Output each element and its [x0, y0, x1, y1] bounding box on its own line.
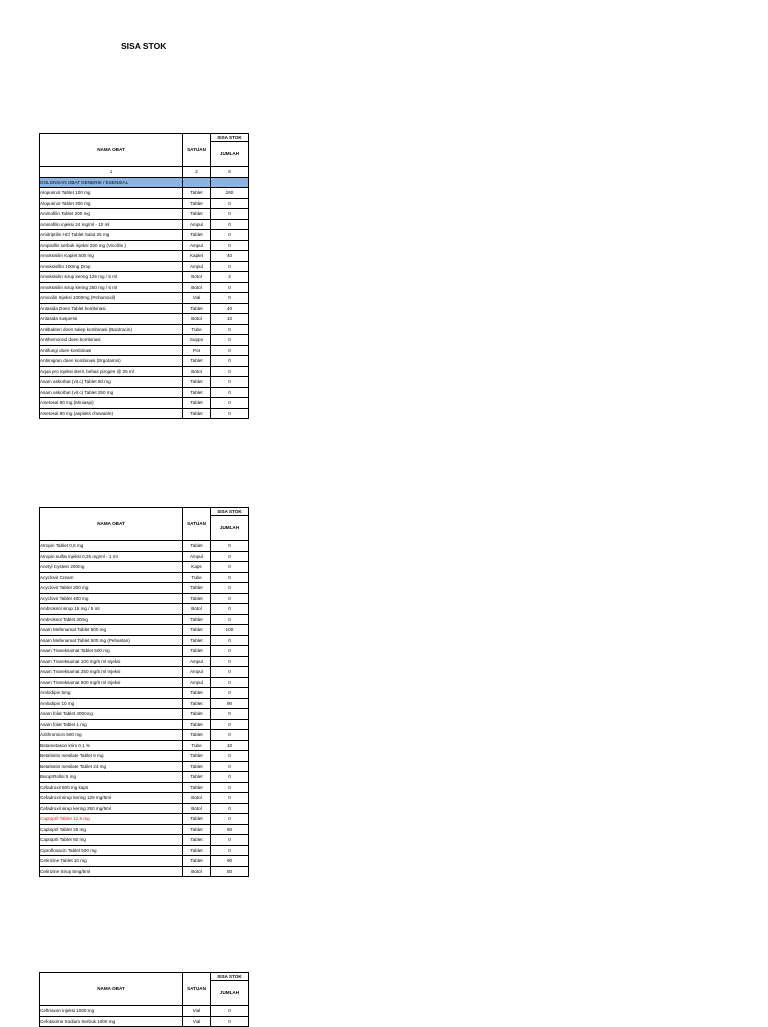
drug-name-cell: Antibakteri doen salep kombinasi (Bacitracin) [40, 324, 183, 335]
table-row [40, 303, 249, 314]
drug-name-cell: Amitriptilin HCl Tablet Salut 25 mg [40, 230, 183, 241]
table-row [40, 698, 249, 709]
quantity-cell: 0 [211, 209, 249, 220]
table-row [40, 261, 249, 272]
table-row [40, 366, 249, 377]
drug-name-cell: Aminofilin injeksi 24 mg/ml - 10 ml [40, 219, 183, 230]
group-label: GOLONGAN OBAT GENERIK / ESENSIAL [40, 177, 183, 188]
table-row [40, 604, 249, 615]
quantity-cell: 4 [211, 272, 249, 283]
quantity-cell: 0 [211, 356, 249, 367]
unit-cell: Tablet [183, 719, 211, 730]
drug-name-cell: Alopurinol Tablet 100 mg [40, 188, 183, 199]
drug-name-cell: ASetosal 80 mg (aspilets chewable) [40, 408, 183, 419]
unit-cell: Tablet [183, 541, 211, 552]
table-row [40, 551, 249, 562]
quantity-cell: 40 [211, 251, 249, 262]
quantity-cell: 0 [211, 709, 249, 720]
unit-cell: Suppo [183, 335, 211, 346]
unit-cell: Tablet [183, 303, 211, 314]
unit-cell: Pot [183, 345, 211, 356]
unit-cell: Kaplet [183, 251, 211, 262]
table-row [40, 356, 249, 367]
table-row [40, 803, 249, 814]
table-row [40, 1016, 249, 1027]
quantity-cell: 0 [211, 240, 249, 251]
quantity-cell: 0 [211, 293, 249, 304]
unit-cell: Vial [183, 293, 211, 304]
quantity-cell: 0 [211, 719, 249, 730]
table-row [40, 293, 249, 304]
drug-name-cell: Betahistin mesilate Tablet 6 mg [40, 751, 183, 762]
unit-cell: Tablet [183, 782, 211, 793]
unit-cell: Tablet [183, 845, 211, 856]
group-cell [211, 177, 249, 188]
quantity-cell: 0 [211, 761, 249, 772]
unit-cell: Ampul [183, 656, 211, 667]
quantity-cell: 0 [211, 219, 249, 230]
header-sisa-stok: SISA STOK [211, 508, 249, 516]
quantity-cell: 0 [211, 398, 249, 409]
unit-cell: Tablet [183, 625, 211, 636]
drug-name-cell: Antasida suspensi [40, 314, 183, 325]
unit-cell: Ampul [183, 240, 211, 251]
table-row [40, 188, 249, 199]
page-title: SISA STOK [121, 41, 167, 51]
table-row [40, 282, 249, 293]
drug-name-cell: Atropin Tablet 0,5 mg [40, 541, 183, 552]
drug-name-cell: Cefadroxil sirup kering 250 mg/5ml [40, 803, 183, 814]
header-satuan: SATUAN [183, 508, 211, 541]
table-row [40, 719, 249, 730]
drug-name-cell: Cetirizine Tablet 10 mg [40, 856, 183, 867]
drug-name-cell: Amoksisilin Kaplet 500 mg [40, 251, 183, 262]
drug-name-cell: Cetirizine Sirup 5mg/5ml [40, 866, 183, 877]
quantity-cell: 260 [211, 188, 249, 199]
table-row [40, 761, 249, 772]
unit-cell: Tablet [183, 593, 211, 604]
drug-name-cell: Amoksisilin sirup kering 125 mg / 5 ml [40, 272, 183, 283]
stock-table-3 [39, 972, 249, 1027]
drug-name-cell: Amlodipin 10 mg [40, 698, 183, 709]
table-row [40, 614, 249, 625]
table-row [40, 198, 249, 209]
quantity-cell: 0 [211, 688, 249, 699]
quantity-cell: 0 [211, 604, 249, 615]
table-row [40, 730, 249, 741]
table-row [40, 646, 249, 657]
drug-name-cell: Captopril Tablet 12,5 mg [40, 814, 183, 825]
stock-table-2 [39, 507, 249, 877]
unit-cell: Ampul [183, 667, 211, 678]
quantity-cell: 0 [211, 772, 249, 783]
table-row [40, 251, 249, 262]
quantity-cell: 0 [211, 782, 249, 793]
drug-name-cell: Acyclovir Tablet 400 mg [40, 593, 183, 604]
table-row [40, 583, 249, 594]
group-row [40, 177, 249, 188]
table-row [40, 230, 249, 241]
quantity-cell: 0 [211, 814, 249, 825]
table-row [40, 751, 249, 762]
unit-cell: Tablet [183, 398, 211, 409]
drug-name-cell: Asam Traneksamat 250 mg/5 ml Injeksi [40, 667, 183, 678]
column-number: 2 [183, 167, 211, 178]
quantity-cell: 90 [211, 698, 249, 709]
quantity-cell: 50 [211, 866, 249, 877]
drug-name-cell: Captopril Tablet 50 mg [40, 835, 183, 846]
unit-cell: Tablet [183, 209, 211, 220]
quantity-cell: 0 [211, 541, 249, 552]
quantity-cell: 80 [211, 824, 249, 835]
table-row [40, 324, 249, 335]
unit-cell: Tube [183, 324, 211, 335]
table-row [40, 387, 249, 398]
header-jumlah: JUMLAH [211, 516, 249, 541]
quantity-cell: 0 [211, 335, 249, 346]
quantity-cell: 10 [211, 740, 249, 751]
unit-cell: Tube [183, 572, 211, 583]
table-row [40, 345, 249, 356]
header-satuan: SATUAN [183, 973, 211, 1006]
quantity-cell: 0 [211, 793, 249, 804]
drug-name-cell: Asam Mefenamat Tablet 500 mg (Pehastan) [40, 635, 183, 646]
quantity-cell: 0 [211, 583, 249, 594]
table-row [40, 209, 249, 220]
drug-name-cell: Amoksisilin sirup kering 250 mg / 5 ml [40, 282, 183, 293]
quantity-cell: 0 [211, 551, 249, 562]
quantity-cell: 0 [211, 345, 249, 356]
quantity-cell: 0 [211, 593, 249, 604]
unit-cell: Ampul [183, 219, 211, 230]
drug-name-cell: Antifungi doen kombinasi [40, 345, 183, 356]
table-row [40, 856, 249, 867]
header-jumlah: JUMLAH [211, 142, 249, 167]
drug-name-cell: Acyclovir Cream [40, 572, 183, 583]
header-sisa-stok: SISA STOK [211, 973, 249, 981]
unit-cell: Botol [183, 314, 211, 325]
quantity-cell: 100 [211, 625, 249, 636]
table-row [40, 541, 249, 552]
unit-cell: Tablet [183, 751, 211, 762]
drug-name-cell: Asam Traneksamat Tablet 500 mg [40, 646, 183, 657]
unit-cell: Botol [183, 272, 211, 283]
drug-name-cell: Aminofilin Tablet 200 mg [40, 209, 183, 220]
quantity-cell: 0 [211, 614, 249, 625]
unit-cell: Ampul [183, 677, 211, 688]
group-cell [183, 177, 211, 188]
table-row [40, 667, 249, 678]
drug-name-cell: Asam Traneksamat 500 mg/5 ml Injeksi [40, 677, 183, 688]
table-row [40, 1006, 249, 1017]
unit-cell: Ampul [183, 551, 211, 562]
unit-cell: Tablet [183, 814, 211, 825]
column-number-row [40, 167, 249, 178]
quantity-cell: 0 [211, 198, 249, 209]
quantity-cell: 0 [211, 324, 249, 335]
drug-name-cell: Betahistin mesilate Tablet 24 mg [40, 761, 183, 772]
table-row [40, 240, 249, 251]
table-row [40, 219, 249, 230]
quantity-cell: 0 [211, 803, 249, 814]
table-row [40, 782, 249, 793]
drug-name-cell: Asam folat Tablet 1 mg [40, 719, 183, 730]
drug-name-cell: Atropin sulfat injeksi 0,25 mg/ml - 1 ml [40, 551, 183, 562]
table-row [40, 408, 249, 419]
table-row [40, 814, 249, 825]
drug-name-cell: BisoprRollol 5 mg [40, 772, 183, 783]
header-nama-obat: NAMA OBAT [40, 134, 183, 167]
quantity-cell: 0 [211, 230, 249, 241]
quantity-cell: 10 [211, 314, 249, 325]
drug-name-cell: Antihemoroid doen kombinasi [40, 335, 183, 346]
table-row [40, 562, 249, 573]
drug-name-cell: Cefadroxil sirup kering 125 mg/5ml [40, 793, 183, 804]
table-row [40, 835, 249, 846]
table-row [40, 845, 249, 856]
drug-name-cell: Betametason krim 0,1 % [40, 740, 183, 751]
stock-table-1 [39, 133, 249, 419]
unit-cell: Vial [183, 1006, 211, 1017]
quantity-cell: 0 [211, 387, 249, 398]
drug-name-cell: Cefadroxil 500 mg kaps [40, 782, 183, 793]
drug-name-cell: Azithromicin 500 mg [40, 730, 183, 741]
drug-name-cell: Ambroksol Tablet 30mg [40, 614, 183, 625]
quantity-cell: 0 [211, 835, 249, 846]
quantity-cell: 0 [211, 261, 249, 272]
table-row [40, 866, 249, 877]
unit-cell: Tablet [183, 377, 211, 388]
table-row [40, 272, 249, 283]
unit-cell: Tablet [183, 772, 211, 783]
table-row [40, 593, 249, 604]
unit-cell: Tablet [183, 408, 211, 419]
unit-cell: Tablet [183, 356, 211, 367]
unit-cell: Tablet [183, 698, 211, 709]
header-nama-obat: NAMA OBAT [40, 508, 183, 541]
unit-cell: Tablet [183, 646, 211, 657]
header-satuan: SATUAN [183, 134, 211, 167]
unit-cell: Botol [183, 604, 211, 615]
quantity-cell: 40 [211, 303, 249, 314]
quantity-cell: 0 [211, 408, 249, 419]
table-row [40, 314, 249, 325]
drug-name-cell: ASetosal 80 mg (Miniaspi) [40, 398, 183, 409]
unit-cell: Tablet [183, 688, 211, 699]
drug-name-cell: Amoxilin Injeksi 1000mg (Pehamoxil) [40, 293, 183, 304]
unit-cell: Vial [183, 1016, 211, 1027]
unit-cell: Tablet [183, 824, 211, 835]
drug-name-cell: Asam Mefenamat Tablet 500 mg [40, 625, 183, 636]
unit-cell: Tablet [183, 709, 211, 720]
quantity-cell: 0 [211, 562, 249, 573]
drug-name-cell: Acetyl Cystein 200mg [40, 562, 183, 573]
unit-cell: Tablet [183, 230, 211, 241]
quantity-cell: 0 [211, 667, 249, 678]
quantity-cell: 0 [211, 677, 249, 688]
unit-cell: Tablet [183, 835, 211, 846]
table-row [40, 656, 249, 667]
column-number: 8 [211, 167, 249, 178]
drug-name-cell: Ciprofloxacin Tablet 500 mg [40, 845, 183, 856]
drug-name-cell: Acyclovir Tablet 200 mg [40, 583, 183, 594]
drug-name-cell: Ampisillin serbuk injeksi 250 mg (Viccillin ) [40, 240, 183, 251]
header-sisa-stok: SISA STOK [211, 134, 249, 142]
table-row [40, 377, 249, 388]
quantity-cell: 0 [211, 845, 249, 856]
unit-cell: Tablet [183, 730, 211, 741]
unit-cell: Botol [183, 793, 211, 804]
drug-name-cell: Asam askorbat (vit.c) Tablet 50 mg [40, 377, 183, 388]
unit-cell: Botol [183, 366, 211, 377]
unit-cell: Tablet [183, 614, 211, 625]
unit-cell: Botol [183, 866, 211, 877]
header-jumlah: JUMLAH [211, 981, 249, 1006]
table-row [40, 793, 249, 804]
unit-cell: Tablet [183, 387, 211, 398]
drug-name-cell: Alopurinol Tablet 300 mg [40, 198, 183, 209]
column-number: 1 [40, 167, 183, 178]
quantity-cell: 0 [211, 635, 249, 646]
drug-name-cell: Aqua pro injeksi steril, bebas pirogen @ 25 ml [40, 366, 183, 377]
unit-cell: Kaps [183, 562, 211, 573]
table-row [40, 772, 249, 783]
quantity-cell: 0 [211, 656, 249, 667]
drug-name-cell: Antimigran doen kombinasi (Ergotamin) [40, 356, 183, 367]
unit-cell: Botol [183, 803, 211, 814]
quantity-cell: 0 [211, 282, 249, 293]
table-row [40, 635, 249, 646]
drug-name-cell: Ceftriaxon injeksi 1000 mg [40, 1006, 183, 1017]
drug-name-cell: Amoksisillin 100mg Drop [40, 261, 183, 272]
quantity-cell: 0 [211, 366, 249, 377]
table-row [40, 572, 249, 583]
drug-name-cell: Ambroksol sirup 15 mg / 5 ml [40, 604, 183, 615]
drug-name-cell: Asam askorbat (vit.c) Tablet 250 mg [40, 387, 183, 398]
table-row [40, 688, 249, 699]
drug-name-cell: Asam folat Tablet 400mcg [40, 709, 183, 720]
unit-cell: Tablet [183, 188, 211, 199]
drug-name-cell: Antasida Doen Tablet kombinasi [40, 303, 183, 314]
unit-cell: Tablet [183, 635, 211, 646]
drug-name-cell: Amlodipin 5mg [40, 688, 183, 699]
table-row [40, 824, 249, 835]
unit-cell: Botol [183, 282, 211, 293]
unit-cell: Tube [183, 740, 211, 751]
drug-name-cell: Cefotaxime Sodium Serbuk 1000 mg [40, 1016, 183, 1027]
unit-cell: Tablet [183, 583, 211, 594]
quantity-cell: 90 [211, 856, 249, 867]
unit-cell: Tablet [183, 761, 211, 772]
table-row [40, 625, 249, 636]
table-row [40, 335, 249, 346]
quantity-cell: 0 [211, 572, 249, 583]
unit-cell: Tablet [183, 198, 211, 209]
quantity-cell: 0 [211, 646, 249, 657]
table-row [40, 740, 249, 751]
drug-name-cell: Asam Traneksamat 100 mg/5 ml Injeksi [40, 656, 183, 667]
table-row [40, 709, 249, 720]
header-nama-obat: NAMA OBAT [40, 973, 183, 1006]
quantity-cell: 0 [211, 377, 249, 388]
unit-cell: Tablet [183, 856, 211, 867]
quantity-cell: 0 [211, 1016, 249, 1027]
quantity-cell: 0 [211, 751, 249, 762]
quantity-cell: 0 [211, 730, 249, 741]
table-row [40, 677, 249, 688]
quantity-cell: 0 [211, 1006, 249, 1017]
table-row [40, 398, 249, 409]
drug-name-cell: Captopril Tablet 25 mg [40, 824, 183, 835]
unit-cell: Ampul [183, 261, 211, 272]
